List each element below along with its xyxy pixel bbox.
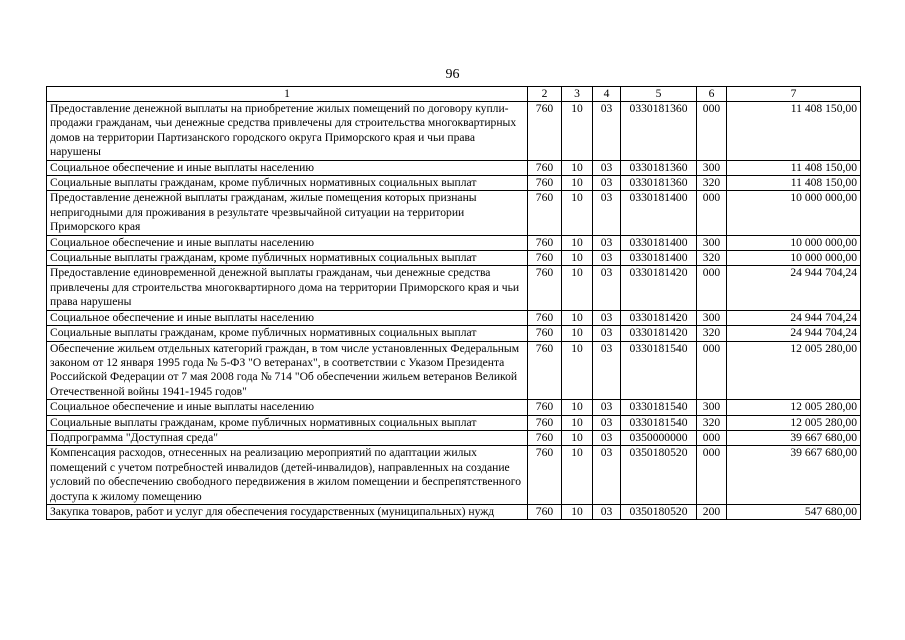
row-code-target: 0350000000 [621, 430, 697, 445]
row-code-expense-type: 300 [697, 400, 727, 415]
row-name: Социальные выплаты гражданам, кроме публичных нормативных социальных выплат [47, 176, 528, 191]
row-code-subsection: 03 [593, 326, 621, 341]
row-name: Социальное обеспечение и иные выплаты населению [47, 235, 528, 250]
row-code-target: 0330181400 [621, 251, 697, 266]
row-code-subsection: 03 [593, 310, 621, 325]
row-name: Предоставление единовременной денежной выплаты гражданам, чьи денежные средства привлечены для строительства многоквартирного дома на территории Приморского края и чьи права нарушены [47, 266, 528, 310]
row-code-ministry: 760 [528, 102, 562, 161]
table-row [47, 235, 861, 250]
row-code-subsection: 03 [593, 430, 621, 445]
header-col-7: 7 [727, 87, 861, 102]
table-row [47, 400, 861, 415]
row-amount: 10 000 000,00 [727, 191, 861, 235]
row-code-target: 0350180520 [621, 446, 697, 505]
row-amount: 11 408 150,00 [727, 176, 861, 191]
row-code-expense-type: 320 [697, 251, 727, 266]
table-row [47, 310, 861, 325]
row-code-ministry: 760 [528, 160, 562, 175]
row-amount: 24 944 704,24 [727, 326, 861, 341]
row-amount: 10 000 000,00 [727, 235, 861, 250]
row-amount: 39 667 680,00 [727, 446, 861, 505]
table-body [47, 102, 861, 520]
table-row [47, 326, 861, 341]
row-code-ministry: 760 [528, 266, 562, 310]
row-code-expense-type: 000 [697, 266, 727, 310]
row-code-expense-type: 300 [697, 235, 727, 250]
row-code-ministry: 760 [528, 326, 562, 341]
row-code-expense-type: 320 [697, 415, 727, 430]
row-code-subsection: 03 [593, 400, 621, 415]
row-code-section: 10 [562, 415, 593, 430]
row-name: Компенсация расходов, отнесенных на реализацию мероприятий по адаптации жилых помещений с учетом потребностей инвалидов (детей-инвалидов), направленных на создание условий по обеспечению свободного передвижения в жилом помещении и беспрепятственного доступа к жилому помещению [47, 446, 528, 505]
table-row [47, 102, 861, 161]
header-col-4: 4 [593, 87, 621, 102]
row-code-ministry: 760 [528, 400, 562, 415]
table-row [47, 446, 861, 505]
row-code-section: 10 [562, 310, 593, 325]
row-code-section: 10 [562, 446, 593, 505]
row-name: Подпрограмма "Доступная среда" [47, 430, 528, 445]
row-code-section: 10 [562, 235, 593, 250]
table-header [47, 87, 861, 102]
row-amount: 12 005 280,00 [727, 341, 861, 400]
table-row [47, 251, 861, 266]
row-code-ministry: 760 [528, 310, 562, 325]
row-code-target: 0330181420 [621, 310, 697, 325]
row-code-target: 0330181400 [621, 191, 697, 235]
row-code-expense-type: 000 [697, 191, 727, 235]
row-code-target: 0330181360 [621, 160, 697, 175]
row-code-ministry: 760 [528, 415, 562, 430]
row-code-section: 10 [562, 326, 593, 341]
row-name: Социальные выплаты гражданам, кроме публичных нормативных социальных выплат [47, 326, 528, 341]
table-row [47, 415, 861, 430]
row-code-subsection: 03 [593, 176, 621, 191]
table-row [47, 504, 861, 519]
row-code-target: 0330181400 [621, 235, 697, 250]
row-code-section: 10 [562, 266, 593, 310]
header-row [47, 87, 861, 102]
row-code-section: 10 [562, 191, 593, 235]
row-code-expense-type: 000 [697, 446, 727, 505]
row-name: Социальное обеспечение и иные выплаты населению [47, 400, 528, 415]
row-code-subsection: 03 [593, 251, 621, 266]
row-name: Социальное обеспечение и иные выплаты населению [47, 160, 528, 175]
row-name: Обеспечение жильем отдельных категорий граждан, в том числе установленных Федеральным законом от 12 января 1995 года № 5-ФЗ "О ветеранах", в соответствии с Указом Президента Российской Федерации от 7 мая 2008 года № 714 "Об обеспечении жильем ветеранов Великой Отечественной войны 1941-1945 годов" [47, 341, 528, 400]
row-amount: 39 667 680,00 [727, 430, 861, 445]
row-code-expense-type: 200 [697, 504, 727, 519]
row-code-ministry: 760 [528, 430, 562, 445]
row-code-subsection: 03 [593, 235, 621, 250]
row-code-target: 0350180520 [621, 504, 697, 519]
row-code-target: 0330181420 [621, 326, 697, 341]
row-amount: 12 005 280,00 [727, 415, 861, 430]
row-code-section: 10 [562, 102, 593, 161]
row-code-target: 0330181360 [621, 176, 697, 191]
row-code-subsection: 03 [593, 446, 621, 505]
header-col-2: 2 [528, 87, 562, 102]
row-code-ministry: 760 [528, 176, 562, 191]
row-name: Социальные выплаты гражданам, кроме публичных нормативных социальных выплат [47, 251, 528, 266]
row-code-section: 10 [562, 400, 593, 415]
row-code-target: 0330181360 [621, 102, 697, 161]
row-name: Закупка товаров, работ и услуг для обеспечения государственных (муниципальных) нужд [47, 504, 528, 519]
row-code-subsection: 03 [593, 341, 621, 400]
table-row [47, 430, 861, 445]
row-name: Социальные выплаты гражданам, кроме публичных нормативных социальных выплат [47, 415, 528, 430]
row-amount: 12 005 280,00 [727, 400, 861, 415]
row-amount: 24 944 704,24 [727, 266, 861, 310]
row-code-expense-type: 320 [697, 176, 727, 191]
row-code-section: 10 [562, 176, 593, 191]
row-code-ministry: 760 [528, 341, 562, 400]
header-col-6: 6 [697, 87, 727, 102]
row-amount: 11 408 150,00 [727, 102, 861, 161]
page-number: 96 [445, 67, 460, 82]
row-code-target: 0330181540 [621, 341, 697, 400]
row-amount: 11 408 150,00 [727, 160, 861, 175]
row-code-ministry: 760 [528, 446, 562, 505]
budget-table [46, 86, 861, 520]
row-code-section: 10 [562, 251, 593, 266]
row-code-section: 10 [562, 504, 593, 519]
table-row [47, 266, 861, 310]
row-code-subsection: 03 [593, 191, 621, 235]
row-code-target: 0330181540 [621, 400, 697, 415]
row-code-subsection: 03 [593, 266, 621, 310]
row-code-ministry: 760 [528, 251, 562, 266]
row-code-ministry: 760 [528, 235, 562, 250]
row-code-section: 10 [562, 160, 593, 175]
header-col-3: 3 [562, 87, 593, 102]
row-code-expense-type: 000 [697, 341, 727, 400]
row-amount: 547 680,00 [727, 504, 861, 519]
row-name: Предоставление денежной выплаты гражданам, жилые помещения которых признаны непригодными для проживания в результате чрезвычайной ситуации на территории Приморского края [47, 191, 528, 235]
row-code-expense-type: 000 [697, 102, 727, 161]
row-code-expense-type: 300 [697, 310, 727, 325]
row-code-subsection: 03 [593, 160, 621, 175]
table-row [47, 191, 861, 235]
row-code-subsection: 03 [593, 102, 621, 161]
header-col-1: 1 [47, 87, 528, 102]
row-code-ministry: 760 [528, 504, 562, 519]
row-code-expense-type: 320 [697, 326, 727, 341]
row-code-subsection: 03 [593, 415, 621, 430]
row-code-section: 10 [562, 430, 593, 445]
row-amount: 10 000 000,00 [727, 251, 861, 266]
row-code-section: 10 [562, 341, 593, 400]
table-row [47, 341, 861, 400]
row-code-subsection: 03 [593, 504, 621, 519]
table-row [47, 160, 861, 175]
row-name: Предоставление денежной выплаты на приобретение жилых помещений по договору купли-продажи гражданам, чьи денежные средства привлечены для строительства многоквартирных домов на территории Партизанского городского округа Приморского края и чьи права нарушены [47, 102, 528, 161]
row-name: Социальное обеспечение и иные выплаты населению [47, 310, 528, 325]
row-code-target: 0330181540 [621, 415, 697, 430]
row-amount: 24 944 704,24 [727, 310, 861, 325]
table-row [47, 176, 861, 191]
row-code-ministry: 760 [528, 191, 562, 235]
header-col-5: 5 [621, 87, 697, 102]
row-code-expense-type: 300 [697, 160, 727, 175]
row-code-expense-type: 000 [697, 430, 727, 445]
row-code-target: 0330181420 [621, 266, 697, 310]
